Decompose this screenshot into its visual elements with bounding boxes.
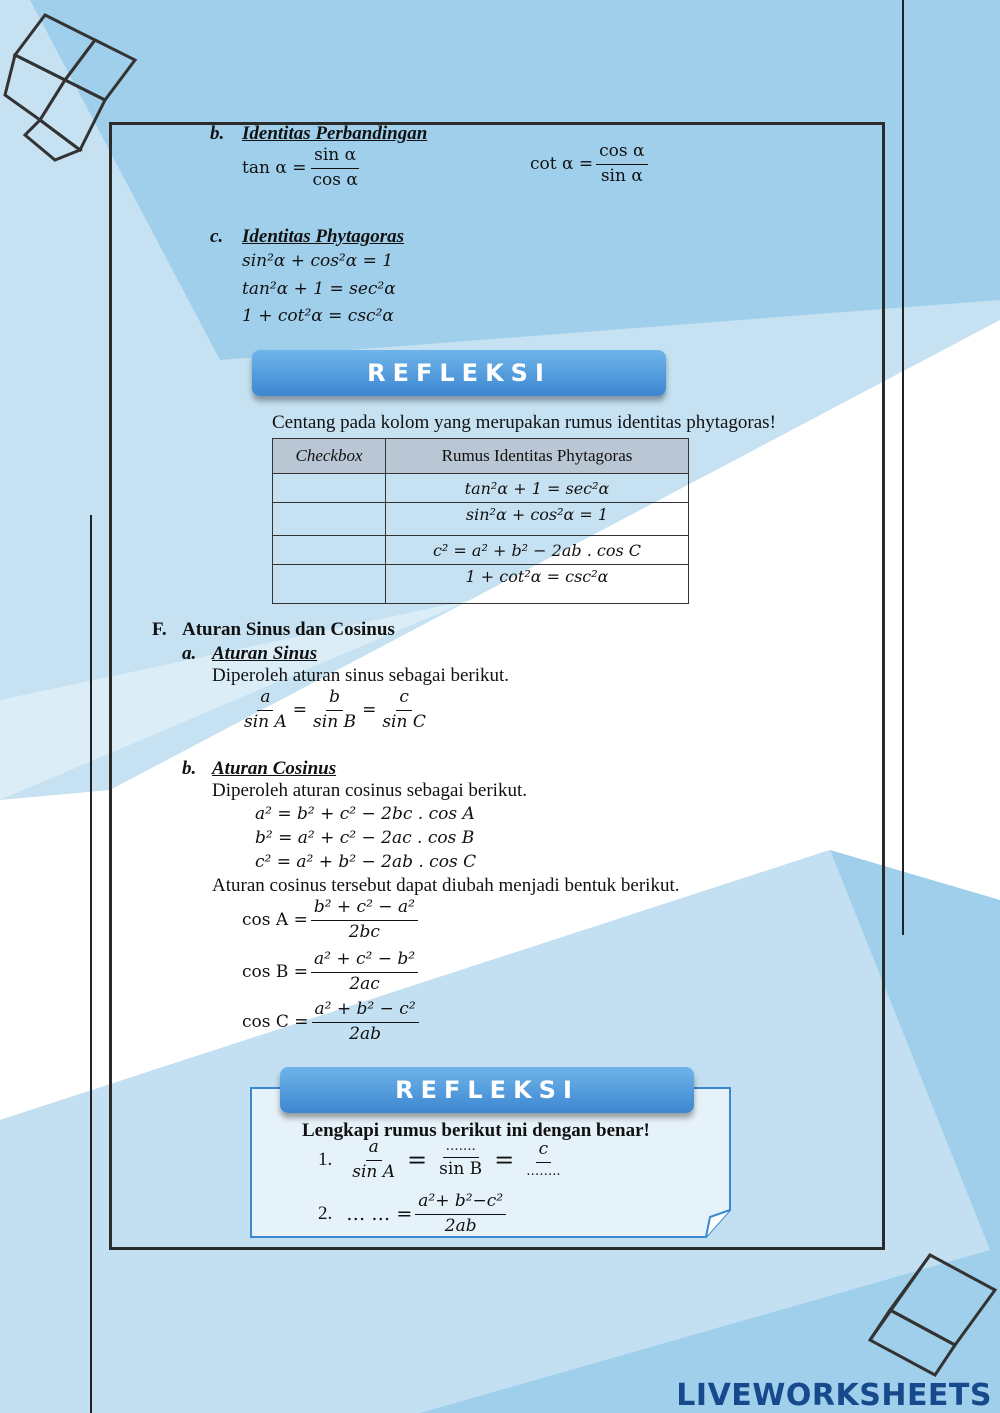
- formula-cell-3: c² = a² + b² − 2ab . cos C: [386, 536, 689, 565]
- cos-b-lhs: cos B =: [242, 962, 309, 983]
- cot-identity: [530, 142, 651, 186]
- cot-numerator: cos α: [596, 142, 647, 165]
- checkbox-cell-1[interactable]: [273, 474, 386, 503]
- aturan-sinus-marker: a.: [182, 643, 197, 664]
- column-header-rumus: Rumus Identitas Phytagoras: [386, 439, 689, 474]
- fill-question-1: [318, 1138, 567, 1182]
- aturan-cosinus-intro: Diperoleh aturan cosinus sebagai berikut.: [212, 780, 527, 801]
- q1-num-c: c: [536, 1140, 552, 1163]
- tan-numerator: sin α: [311, 146, 359, 169]
- equals-sign: =: [407, 1146, 428, 1175]
- sine-rule-num-a: a: [257, 688, 273, 711]
- phytagoras-formula-3: 1 + cot²α = csc²α: [242, 306, 394, 326]
- phytagoras-formula-2: tan²α + 1 = sec²α: [242, 279, 396, 299]
- cosine-rule-b: b² = a² + c² − 2ac . cos B: [255, 828, 475, 848]
- formula-cell-4: 1 + cot²α = csc²α: [386, 565, 689, 604]
- cos-a-formula: [242, 898, 421, 942]
- cos-b-denominator: 2ac: [349, 973, 380, 994]
- aturan-sinus-intro: Diperoleh aturan sinus sebagai berikut.: [212, 665, 510, 686]
- checkbox-cell-2[interactable]: [273, 503, 386, 536]
- sine-rule-den-b: sin B: [313, 711, 357, 732]
- q1-blank-denominator[interactable]: ……..: [526, 1163, 561, 1179]
- cos-c-numerator: a² + b² − c²: [312, 1000, 419, 1023]
- q1-den-b: sin B: [439, 1159, 483, 1180]
- equals-sign: =: [292, 700, 308, 721]
- table-header-row: [273, 439, 689, 474]
- cosine-rule-c: c² = a² + b² − 2ab . cos C: [255, 852, 477, 872]
- cos-a-lhs: cos A =: [242, 910, 308, 931]
- table-row: [273, 503, 689, 536]
- refleksi-1-instruction: Centang pada kolom yang merupakan rumus identitas phytagoras!: [272, 412, 776, 433]
- cos-a-denominator: 2bc: [348, 921, 380, 942]
- cos-c-formula: [242, 1000, 422, 1044]
- sine-rule-den-a: sin A: [244, 711, 287, 732]
- equals-sign: =: [362, 700, 377, 721]
- cos-c-lhs: cos C =: [242, 1012, 309, 1033]
- q2-blank-lhs[interactable]: … … =: [346, 1203, 413, 1226]
- equals-sign: =: [494, 1146, 515, 1175]
- identitas-phytagoras-marker: c.: [210, 226, 224, 247]
- cos-c-denominator: 2ab: [349, 1023, 382, 1044]
- cosine-rule-a: a² = b² + c² − 2bc . cos A: [255, 804, 475, 824]
- checkbox-cell-4[interactable]: [273, 565, 386, 604]
- fill-question-2: [318, 1192, 509, 1236]
- identitas-phytagoras-title: Identitas Phytagoras: [242, 226, 405, 247]
- question-2-number: 2.: [318, 1203, 333, 1225]
- phytagoras-checkbox-table: [272, 438, 689, 604]
- cos-b-formula: [242, 950, 421, 994]
- phytagoras-formula-1: sin²α + cos²α = 1: [242, 251, 394, 271]
- q2-numerator: a²+ b²−c²: [415, 1192, 506, 1215]
- q1-den-a: sin A: [352, 1161, 396, 1182]
- cot-lhs: cot α =: [530, 154, 594, 175]
- aturan-cosinus-marker: b.: [182, 758, 197, 779]
- question-1-number: 1.: [318, 1149, 333, 1171]
- formula-cell-2: sin²α + cos²α = 1: [386, 503, 689, 536]
- refleksi-banner-2: REFLEKSI: [280, 1067, 694, 1113]
- refleksi-2-instruction: Lengkapi rumus berikut ini dengan benar!: [302, 1120, 650, 1141]
- table-row: [273, 474, 689, 503]
- q1-blank-numerator[interactable]: …….: [443, 1140, 479, 1158]
- tan-identity: [242, 146, 364, 190]
- table-row: [273, 565, 689, 604]
- identitas-perbandingan-marker: b.: [210, 123, 225, 144]
- section-f-title: Aturan Sinus dan Cosinus: [182, 619, 395, 640]
- aturan-cosinus-intro-2: Aturan cosinus tersebut dapat diubah menjadi bentuk berikut.: [212, 875, 680, 896]
- cot-denominator: sin α: [600, 165, 643, 186]
- checkbox-cell-3[interactable]: [273, 536, 386, 565]
- refleksi-banner-1: REFLEKSI: [252, 350, 666, 396]
- sine-rule-num-c: c: [396, 688, 412, 711]
- q1-num-a: a: [366, 1138, 382, 1161]
- tan-denominator: cos α: [312, 169, 358, 190]
- formula-cell-1: tan²α + 1 = sec²α: [386, 474, 689, 503]
- section-f-marker: F.: [152, 619, 167, 640]
- aturan-sinus-title: Aturan Sinus: [212, 643, 318, 664]
- cos-a-numerator: b² + c² − a²: [311, 898, 418, 921]
- table-row: [273, 536, 689, 565]
- tan-lhs: tan α =: [242, 158, 307, 179]
- column-header-checkbox: Checkbox: [273, 439, 386, 474]
- cos-b-numerator: a² + c² − b²: [311, 950, 418, 973]
- q2-denominator: 2ab: [444, 1215, 477, 1236]
- sine-rule-den-c: sin C: [382, 711, 426, 732]
- liveworksheets-logo: LIVEWORKSHEETS: [676, 1378, 992, 1413]
- aturan-cosinus-title: Aturan Cosinus: [212, 758, 337, 779]
- sine-rule-formula: [238, 688, 432, 732]
- sine-rule-num-b: b: [326, 688, 343, 711]
- identitas-perbandingan-title: Identitas Perbandingan: [242, 123, 428, 144]
